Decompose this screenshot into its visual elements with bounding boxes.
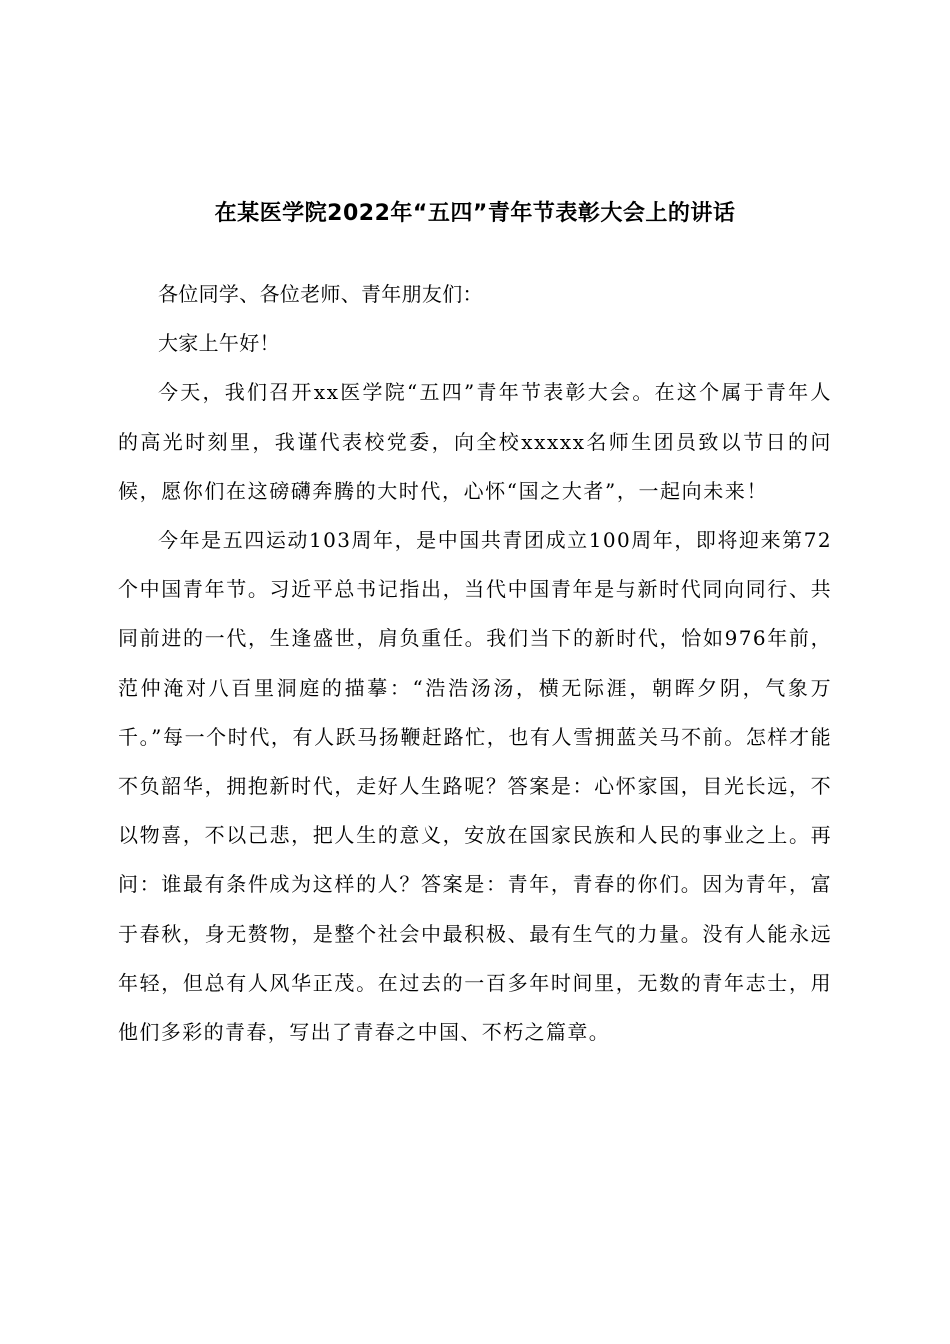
document-title: 在某医学院2022年“五四”青年节表彰大会上的讲话 <box>214 201 736 226</box>
main-paragraph: 今年是五四运动103周年，是中国共青团成立100周年，即将迎来第72个中国青年节。习近平总书记指出，当代中国青年是与新时代同向同行、共同前进的一代，生逢盛世，肩负重任。我们当下的新时代，恰如976年前，范仲淹对八百里洞庭的描摹：“浩浩汤汤，横无际涯，朝晖夕阴，气象万千。”每一个时代，有人跃马扬鞭赶路忙，也有人雪拥蓝关马不前。怎样才能不负韶华，拥抱新时代，走好人生路呢？答案是：心怀家国，目光长远，不以物喜，不以己悲，把人生的意义，安放在国家民族和人民的事业之上。再问：谁最有条件成为这样的人？答案是：青年，青春的你们。因为青年，富于春秋，身无赘物，是整个社会中最积极、最有生气的力量。没有人能永远年轻，但总有人风华正茂。在过去的一百多年时间里，无数的青年志士，用他们多彩的青春，写出了青春之中国、不朽之篇章。 <box>118 528 832 1045</box>
opening-paragraph: 今天，我们召开xx医学院“五四”青年节表彰大会。在这个属于青年人的高光时刻里，我谨代表校党委，向全校xxxxx名师生团员致以节日的问候，愿你们在这磅礴奔腾的大时代，心怀“国之大者”，一起向未来！ <box>118 380 832 503</box>
greeting-paragraph: 大家上午好！ <box>158 331 280 356</box>
document-body <box>118 270 832 1057</box>
salutation-paragraph: 各位同学、各位老师、青年朋友们： <box>158 282 483 306</box>
